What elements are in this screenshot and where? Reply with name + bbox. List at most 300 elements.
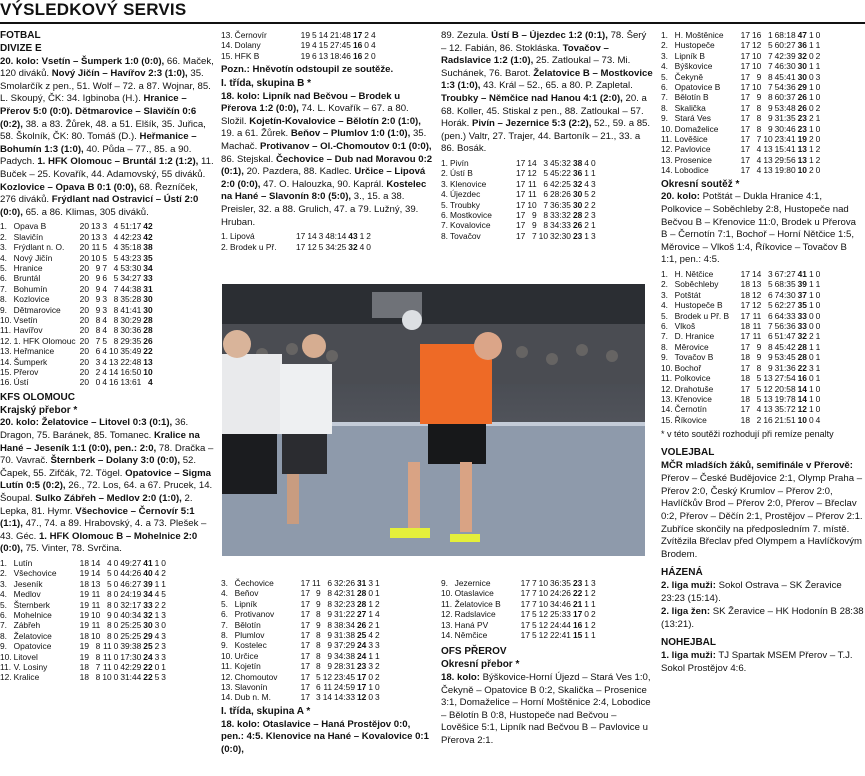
result-detail: 78. Šerý – 12. Fabián, 86. Stokláska. (441, 30, 647, 54)
team-name: Domaželice (674, 123, 719, 134)
team-name: Slavičín (13, 231, 43, 242)
table-cell: 5 (756, 383, 762, 394)
table-cell: 32:17 (120, 599, 142, 610)
table-cell: 14 (307, 231, 317, 242)
table-cell: 7 (531, 598, 537, 609)
team-name: H. Nětčice (674, 269, 714, 280)
table-cell: 8 (113, 294, 119, 305)
table-cell: 30 (143, 620, 153, 631)
result-headline: Opatovice – Sigma Lutín 0:5 (0:2), (0, 467, 211, 492)
table-cell: 42:29 (120, 662, 142, 672)
table-row (0, 620, 168, 630)
table-cell: 11 (102, 662, 112, 672)
team-name: Určice (234, 650, 259, 661)
table-cell: 30 (143, 294, 153, 305)
table-cell: 15:41 (774, 144, 796, 155)
table-cell: 16 (572, 619, 583, 630)
table-cell: 17 (300, 661, 310, 672)
tr-a-heading: I. třída, skupina A * (221, 705, 311, 717)
team-name: Bochoř (674, 362, 702, 373)
table-cell: 42:31 (334, 588, 355, 599)
table-cell: 10 (751, 61, 762, 72)
table-cell: 4 (113, 221, 119, 232)
table-row (0, 672, 168, 682)
table-cell: 20 (79, 252, 89, 263)
table-row (441, 179, 598, 189)
table-cell: 11. (441, 598, 453, 609)
table-cell: 14 (797, 383, 807, 394)
table-cell: 7 (95, 662, 101, 672)
table-cell: 8 (327, 619, 333, 630)
column-4 (661, 30, 865, 776)
table-cell: 2 (374, 661, 380, 672)
table-row (0, 305, 155, 315)
table-row (661, 40, 822, 50)
table-cell: 0 (815, 92, 821, 103)
table-cell: 1 (161, 662, 166, 672)
table-row (661, 300, 822, 310)
table-cell: 13 (763, 404, 773, 415)
table-cell: 17 (740, 30, 750, 40)
table-cell: 10 (538, 588, 548, 599)
table-row (661, 311, 822, 321)
table-cell: 14 (797, 393, 807, 404)
table-cell: 9 (95, 283, 101, 294)
table-row (221, 599, 382, 609)
kp-heading: Krajský přebor * (0, 404, 78, 416)
team-name: Klenovice (450, 178, 487, 189)
table-row (221, 692, 382, 702)
table-cell: 9 (327, 640, 333, 651)
team-name: Potštát (674, 289, 701, 300)
table-cell: 8 (95, 641, 101, 652)
table-cell: 28 (356, 588, 367, 599)
table-cell: 4. (441, 189, 448, 200)
result-detail: 19. a 61. Žůrek. (221, 128, 291, 140)
op-table (661, 30, 822, 176)
table-cell: 0 (815, 123, 821, 134)
table-cell: 19:78 (774, 393, 796, 404)
table-row (441, 168, 598, 178)
table-cell: 1 (815, 61, 821, 72)
table-row (0, 273, 155, 283)
table-cell: 38:34 (334, 619, 355, 630)
team-name: Otaslavice (454, 588, 494, 599)
kfs-heading: KFS OLOMOUC (0, 391, 75, 403)
table-row (441, 578, 598, 588)
table-cell: 20 (79, 231, 89, 242)
table-cell: 10 (538, 578, 548, 588)
table-row (441, 158, 598, 168)
hazena-result-1 (661, 580, 865, 605)
table-cell: 18 (740, 289, 750, 300)
table-cell: 4 (756, 165, 762, 176)
table-cell: 3 (318, 231, 324, 242)
table-cell: 26 (143, 335, 153, 346)
table-cell: 14 (527, 157, 537, 168)
table-cell: 28 (797, 341, 807, 352)
table-cell: 45:32 (549, 157, 571, 168)
table-cell: 1 (584, 619, 589, 630)
table-cell: 4 (815, 414, 821, 425)
table-cell: 8 (95, 672, 101, 683)
table-row (0, 600, 168, 610)
table-cell: 33 (143, 599, 153, 610)
table-cell: 14. (441, 630, 453, 641)
table-cell: 4 (756, 144, 762, 155)
table-cell: 21 (572, 598, 583, 609)
table-cell: 23 (572, 578, 583, 588)
table-cell: 42 (143, 231, 153, 242)
table-cell: 21:51 (774, 414, 796, 425)
table-cell: 4 (584, 157, 589, 168)
table-cell: 30:36 (120, 325, 142, 336)
result-headline: Nový Jičín – Havířov 2:3 (1:0), (51, 68, 188, 80)
table-cell: 34 (143, 262, 153, 273)
team-name: D. Hranice (674, 331, 715, 342)
team-name: Litovel (13, 651, 38, 662)
table-cell: 62:27 (774, 300, 796, 311)
table-cell: 10 (538, 230, 548, 241)
table-cell: 3 (374, 692, 380, 703)
table-cell: 6 (767, 310, 773, 321)
table-cell: 2 (364, 30, 369, 40)
table-cell: 1. (661, 30, 668, 40)
table-cell: 20 (79, 325, 89, 336)
table-row (0, 652, 168, 662)
result-detail: 52., 59. a 85. (pen.) Valtr, 27. Trajer, 44. Bartoník – 21., 33. a 86. Bosák. (441, 118, 651, 155)
table-cell: 13 (763, 165, 773, 176)
table-cell: 13 (108, 356, 119, 367)
table-cell: 7 (767, 50, 773, 61)
result-detail: 40. Půda – 77., 85. a 90. Padych. (0, 143, 192, 168)
table-cell: 17 (300, 588, 310, 599)
table-cell: 0 (370, 50, 376, 61)
table-row (441, 599, 598, 609)
table-cell: 5. (221, 598, 228, 609)
table-row (0, 232, 155, 242)
table-row (221, 661, 382, 671)
table-cell: 18 (79, 557, 89, 568)
table-row (661, 352, 822, 362)
table-cell: 8 (113, 304, 119, 315)
team-name: Tovačov (450, 230, 481, 241)
table-cell: 5. (0, 262, 7, 273)
table-cell: 9. (0, 304, 7, 315)
table-row (441, 231, 598, 241)
table-cell: 8. (221, 630, 228, 641)
table-cell: 16 (352, 50, 363, 61)
hazena-heading: HÁZENÁ (661, 567, 703, 579)
table-cell: 13. (661, 393, 673, 404)
table-cell: 9 (95, 273, 101, 284)
table-cell: 13. (221, 30, 233, 40)
table-row (441, 630, 598, 640)
table-cell: 1 (808, 30, 814, 40)
team-name: Šternberk (13, 599, 50, 610)
table-cell: 17 (516, 209, 526, 220)
table-cell: 1 (808, 40, 814, 51)
table-cell: 1 (808, 289, 814, 300)
table-cell: 30 (143, 304, 153, 315)
table-cell: 31 (143, 283, 153, 294)
team-name: Pivín (450, 157, 469, 168)
team-name: Skalička (674, 102, 706, 113)
result-detail: 11. Buček – 25. Kovařík, 44. Adamovský, 55 diváků. (0, 156, 214, 180)
table-cell: 25:25 (120, 630, 142, 641)
result-headline: 2. liga muži: (661, 580, 716, 592)
table-cell: 4 (154, 568, 160, 579)
table-cell: 5 (102, 335, 107, 346)
table-cell: 1 (590, 630, 596, 641)
table-cell: 51:17 (120, 221, 142, 232)
table-cell: 1 (808, 61, 814, 72)
table-cell: 17 (740, 40, 750, 51)
table-cell: 4 (102, 377, 107, 388)
table-cell: 43 (348, 231, 358, 242)
table-row (661, 290, 822, 300)
team-name: 1. HFK Olomouc (13, 335, 76, 346)
table-cell: 1 (584, 630, 589, 641)
table-row (221, 30, 378, 40)
table-cell: 0 (815, 404, 821, 415)
table-cell: 8 (327, 598, 333, 609)
table-row (221, 630, 382, 640)
table-cell: 1. (0, 557, 7, 568)
table-cell: 10 (90, 252, 101, 263)
table-cell: 30 (797, 71, 807, 82)
table-cell: 19:80 (774, 165, 796, 176)
table-row (661, 404, 822, 414)
table-row (661, 82, 822, 92)
table-cell: 2 (815, 144, 821, 155)
table-row (221, 588, 382, 598)
tr-a-table-continued (441, 578, 598, 640)
table-cell: 17 (516, 230, 526, 241)
result-headline: 20. kolo: (661, 191, 700, 203)
table-cell: 36:35 (549, 578, 571, 588)
table-cell: 7 (543, 199, 548, 210)
column-2-lower (221, 578, 433, 776)
table-cell: 0 (808, 102, 814, 113)
team-name: Kralice (13, 672, 40, 683)
table-row (0, 325, 155, 335)
table-cell: 13 (763, 393, 773, 404)
table-cell: 1 (368, 650, 373, 661)
table-cell: 2. (0, 231, 7, 242)
table-cell: 4 (370, 30, 376, 40)
table-cell: 22 (143, 662, 153, 672)
table-cell: 19 (79, 568, 89, 579)
table-cell: 0 (815, 310, 821, 321)
table-cell: 1 (584, 168, 589, 179)
table-cell: 25:25 (120, 620, 142, 631)
table-cell: 32 (797, 50, 807, 61)
table-row (0, 284, 155, 294)
table-cell: 8 (95, 651, 101, 662)
os-results-text (661, 191, 865, 267)
table-cell: 3 (161, 672, 166, 683)
table-cell: 9 (316, 619, 321, 630)
table-cell: 0 (368, 671, 373, 682)
table-cell: 20 (79, 242, 89, 253)
column-1 (0, 30, 214, 776)
table-cell: 0 (113, 672, 119, 683)
table-cell: 17 (740, 310, 750, 321)
table-cell: 3. (441, 178, 448, 189)
table-cell: 8 (767, 92, 773, 103)
table-cell: 45:22 (549, 168, 571, 179)
result-detail: Býškovice-Horní Újezd – Stará Ves 1:0, Čekyně – Opatovice B 0:2, Skalička – Prosenice 3:1, Domaželice – Horní Moštěnice 2:4, Lobodice – Bělotín B 0:8, Hustopeče nad Bečvou – Lověšice 5:1, Lipník nad Bečvou B – Pavlovice u Přerova 2:1. (441, 672, 651, 746)
table-cell: 1 (808, 123, 814, 134)
table-cell: 9 (767, 102, 773, 113)
table-cell: 38 (572, 157, 583, 168)
table-row (0, 662, 168, 672)
table-cell: 4 (154, 589, 160, 600)
table-cell: 2 (95, 367, 101, 377)
table-cell: 35:49 (120, 346, 142, 357)
table-cell: 17 (740, 341, 750, 352)
table-cell: 8 (106, 620, 112, 631)
table-cell: 2 (815, 102, 821, 113)
table-cell: 32:23 (334, 598, 355, 609)
table-cell: 11. (661, 373, 673, 384)
table-cell: 10 (90, 630, 101, 641)
table-cell: 17 (740, 71, 750, 82)
volejbal-subheading: MČR mladších žáků, semifinále v Přerově: (661, 459, 853, 471)
table-cell: 18 (740, 373, 750, 384)
table-cell: 31:22 (334, 609, 355, 620)
table-cell: 0 (364, 40, 369, 51)
table-cell: 2. (661, 279, 668, 290)
table-cell: 10. (0, 314, 12, 325)
table-cell: 0 (113, 557, 119, 568)
table-cell: 8 (113, 325, 119, 336)
table-cell: 12 (322, 671, 333, 682)
table-cell: 5 (311, 30, 317, 40)
table-cell: 13 (90, 231, 101, 242)
op-heading: Okresní přebor * (441, 659, 520, 671)
table-cell: 19 (79, 641, 89, 652)
table-row (221, 640, 382, 650)
result-headline: 1. HFK Olomouc B – Mohelnice 2:0 (0:0), (0, 530, 198, 555)
team-name: Prosenice (674, 154, 712, 165)
table-cell: 12. (661, 383, 673, 394)
result-headline: Želatovice B – Mostkovice 1:3 (1:0), (441, 67, 653, 92)
table-cell: 9. (0, 641, 7, 652)
table-cell: 13 (90, 578, 101, 589)
table-cell: 6 (767, 331, 773, 342)
table-cell: 5 (767, 279, 773, 290)
table-row (221, 609, 382, 619)
table-cell: 3 (154, 620, 160, 631)
team-name: Vlkoš (674, 321, 696, 332)
table-row (661, 394, 822, 404)
table-cell: 23 (572, 230, 583, 241)
table-cell: 8 (106, 630, 112, 641)
table-cell: 1 (374, 578, 380, 588)
table-cell: 11 (91, 242, 101, 253)
table-cell: 12 (797, 404, 807, 415)
team-name: Lipník (234, 598, 258, 609)
table-cell: 11 (752, 321, 762, 332)
team-name: Beňov (234, 588, 259, 599)
table-cell: 0 (808, 50, 814, 61)
table-cell: 36 (797, 40, 807, 51)
table-cell: 8 (543, 209, 548, 220)
result-headline: Čechovice – Dub nad Moravou 0:2 (0:1), (221, 153, 433, 178)
team-name: Slavonín (234, 682, 268, 693)
table-cell: 11 (752, 310, 762, 321)
table-cell: 8 (106, 589, 112, 600)
table-cell: 20 (79, 283, 89, 294)
table-cell: 11 (91, 589, 101, 600)
table-cell: 20 (79, 304, 89, 315)
table-cell: 47 (797, 30, 807, 40)
table-cell: 0 (815, 82, 821, 93)
table-cell: 4 (102, 283, 107, 294)
team-name: Mostkovice (450, 209, 492, 220)
table-row (441, 588, 598, 598)
table-cell: 17 (300, 630, 310, 641)
table-cell: 13. (661, 154, 673, 165)
table-cell: 13 (763, 154, 773, 165)
table-cell: 5 (767, 300, 773, 311)
result-headline: Všechovice – Černovír 5:1 (1:1), (0, 505, 195, 530)
table-cell: 17 (300, 598, 310, 609)
table-cell: 11. (221, 661, 233, 672)
table-cell: 1 (808, 279, 814, 290)
table-cell: 4. (661, 61, 668, 72)
table-row (661, 134, 822, 144)
table-cell: 1 (154, 557, 160, 568)
table-cell: 2 (808, 165, 814, 176)
table-cell: 2 (584, 209, 589, 220)
table-cell: 2 (374, 630, 380, 641)
result-headline: Troubky – Němčice nad Hanou 4:1 (2:0), (441, 92, 623, 104)
table-cell: 34:38 (334, 650, 355, 661)
table-cell: 20:58 (774, 383, 796, 394)
table-cell: 6 (102, 273, 107, 284)
table-cell: 42 (143, 221, 153, 232)
column-2 (221, 30, 433, 290)
table-cell: 18:46 (329, 50, 351, 61)
table-cell: 8 (95, 314, 101, 325)
table-cell: 6. (0, 609, 7, 620)
result-detail: 47. O. Halouzka, 90. Kaprál. (260, 178, 387, 190)
table-cell: 39 (143, 578, 153, 589)
table-row (441, 189, 598, 199)
table-cell: 1 (808, 341, 814, 352)
table-row (0, 610, 168, 620)
table-cell: 1 (368, 682, 373, 693)
kp-table (0, 558, 168, 683)
table-cell: 5 (531, 630, 537, 641)
table-cell: 8 (756, 113, 762, 124)
table-cell: 10. (221, 650, 233, 661)
table-cell: 10 (527, 199, 537, 210)
team-name: Černovír (234, 30, 267, 40)
table-cell: 45:41 (774, 71, 796, 82)
table-cell: 13 (763, 144, 773, 155)
table-cell: 6 (327, 578, 333, 588)
table-cell: 2 (364, 50, 369, 61)
table-cell: 68:18 (774, 30, 796, 40)
table-cell: 42:39 (774, 50, 796, 61)
table-row (0, 221, 155, 231)
table-cell: 17 (516, 199, 526, 210)
table-row (661, 269, 822, 279)
